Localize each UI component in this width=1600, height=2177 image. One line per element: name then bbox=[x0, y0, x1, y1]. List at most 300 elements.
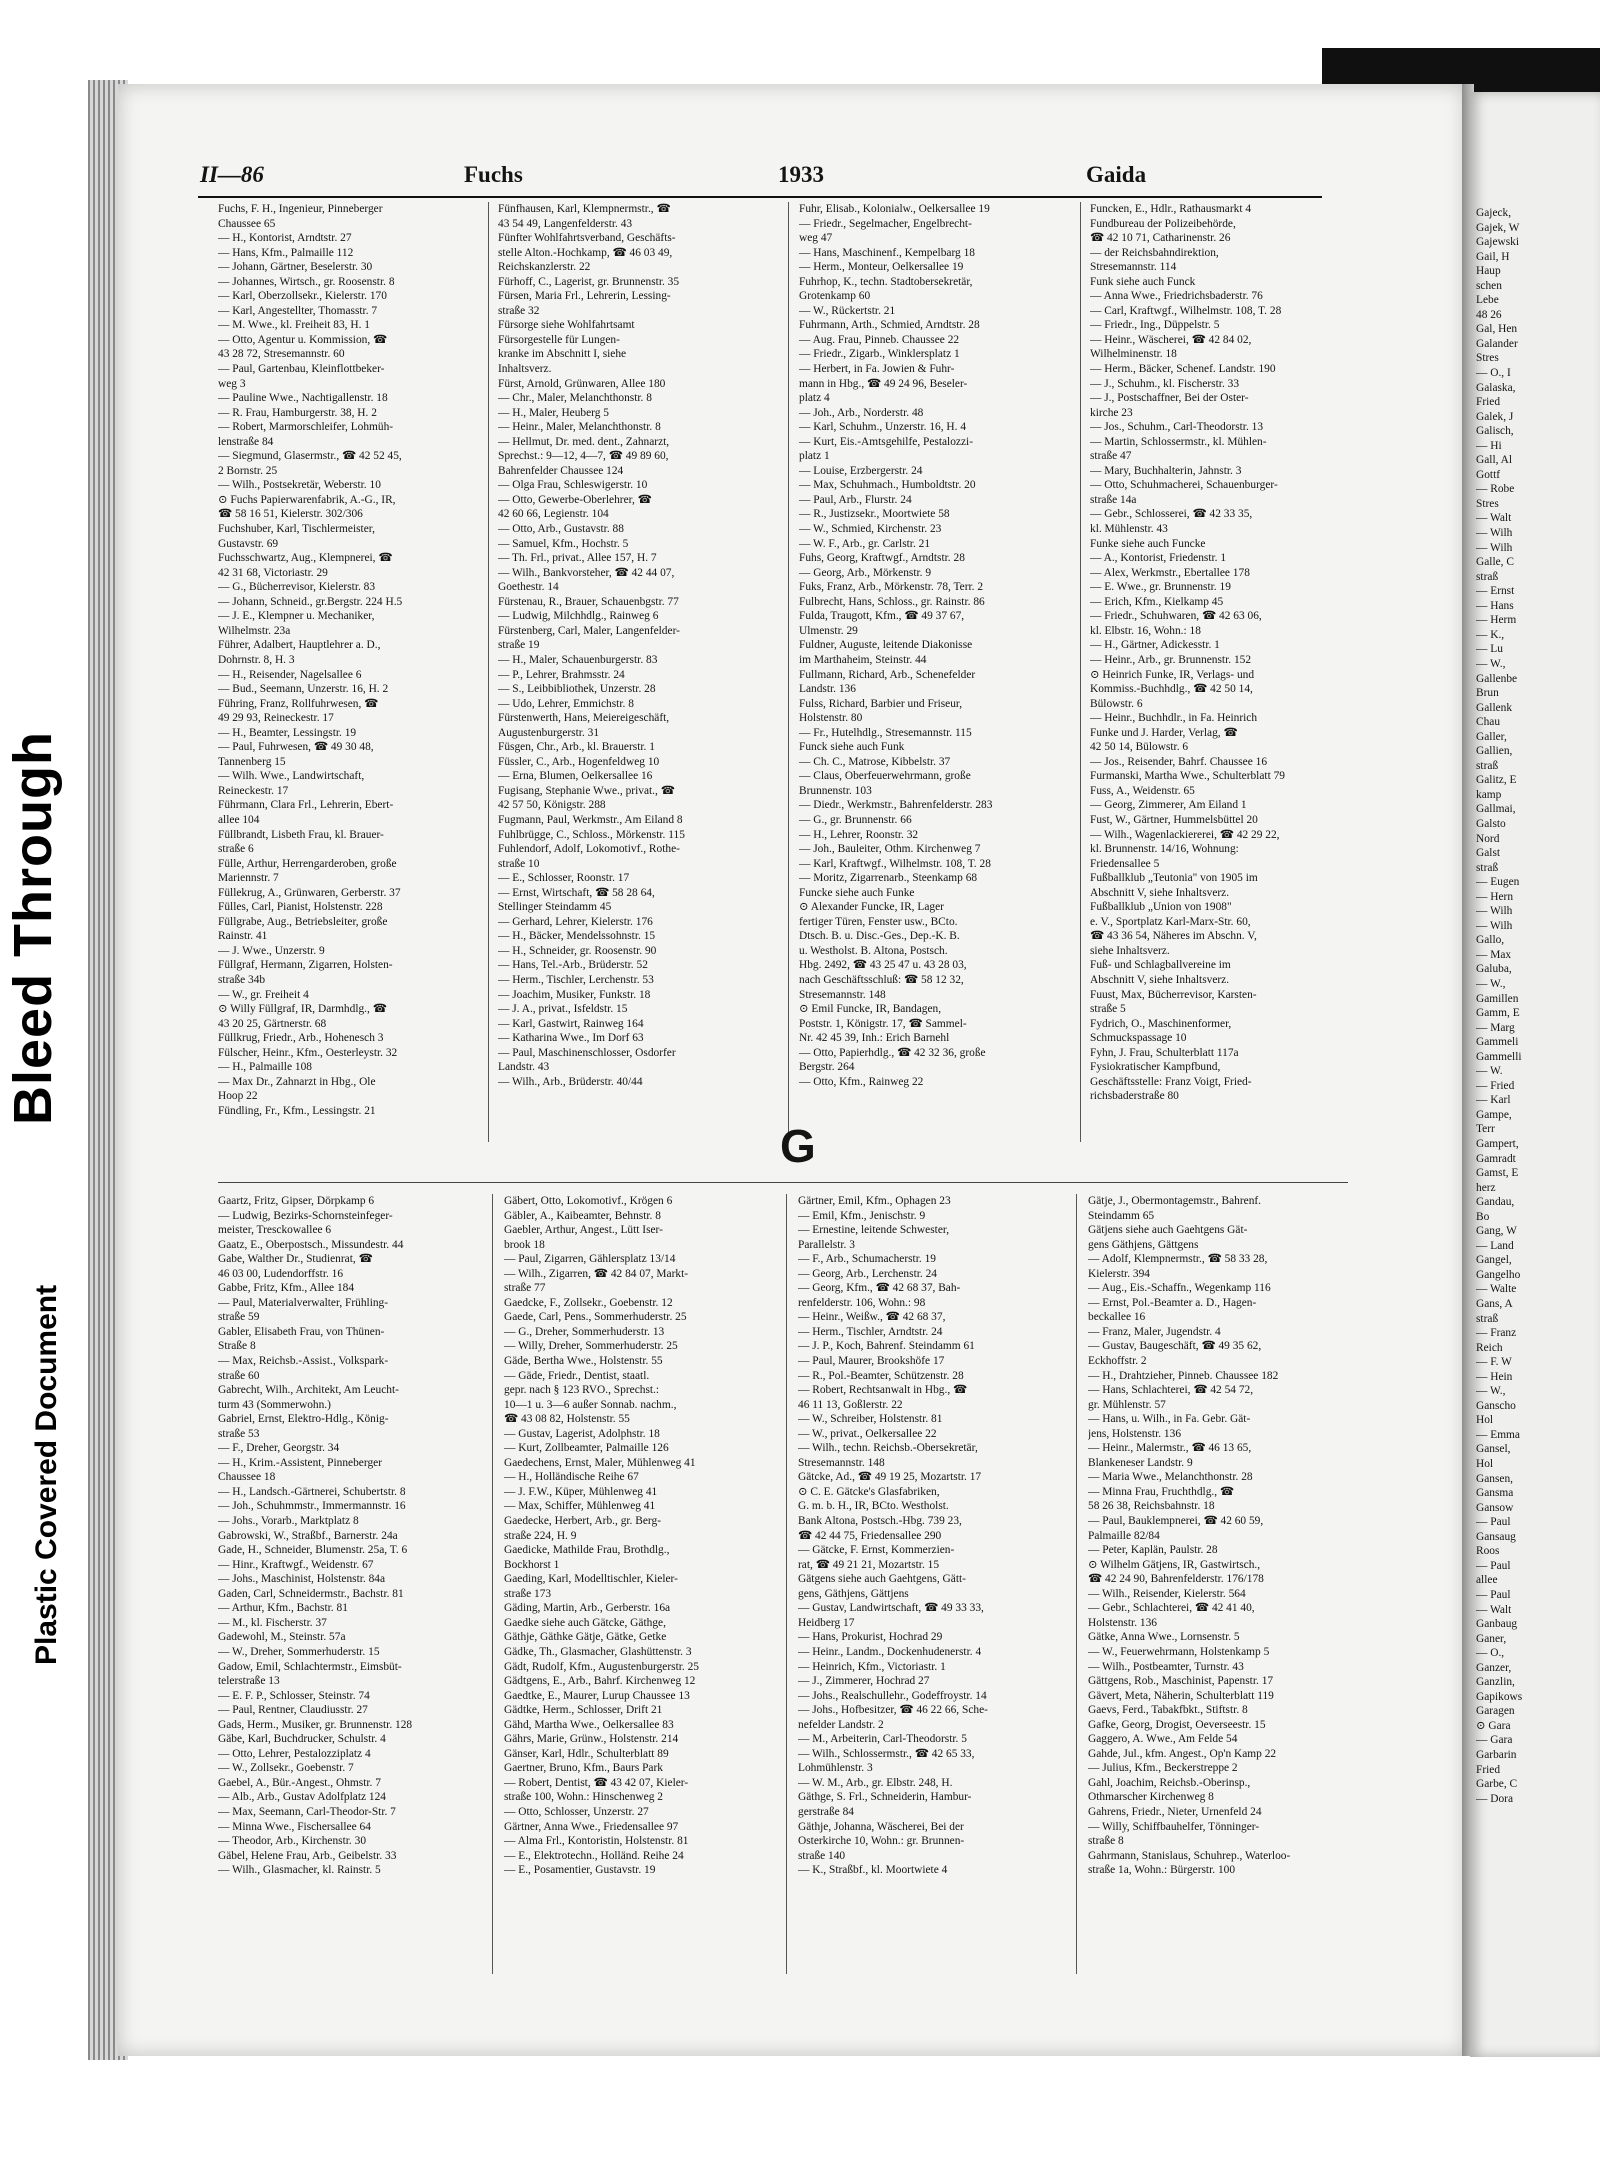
directory-line: — G., Bücherrevisor, Kielerstr. 83 bbox=[218, 581, 376, 594]
directory-line: Stres bbox=[1476, 352, 1499, 365]
directory-line: stelle Alton.-Hochkamp, ☎ 46 03 49, bbox=[498, 246, 673, 259]
directory-line: Tannenberg 15 bbox=[218, 755, 286, 768]
directory-line: richsbaderstraße 80 bbox=[1090, 1090, 1179, 1103]
section-rule bbox=[218, 1182, 1348, 1183]
directory-line: — Otto, Schlosser, Unzerstr. 27 bbox=[504, 1805, 649, 1818]
directory-line: — Ernst, Wirtschaft, ☎ 58 28 64, bbox=[498, 886, 655, 899]
directory-line: — W. F., Arb., gr. Carlstr. 21 bbox=[799, 537, 931, 550]
directory-line: Gajewski bbox=[1476, 236, 1520, 249]
directory-line: Galst bbox=[1476, 847, 1501, 860]
directory-line: — Wilh bbox=[1476, 541, 1513, 554]
directory-line: Osterkirche 10, Wohn.: gr. Brunnen- bbox=[798, 1835, 965, 1848]
directory-line: — H., Palmaille 108 bbox=[218, 1061, 312, 1074]
directory-line: 2 Bornstr. 25 bbox=[218, 464, 278, 477]
directory-line: Gärtner, Anna Wwe., Friedensallee 97 bbox=[504, 1820, 679, 1833]
directory-line: — Diedr., Werkmstr., Bahrenfelderstr. 283 bbox=[799, 799, 993, 812]
directory-line: — Karl, Kraftwgf., Wilhelmstr. 108, T. 28 bbox=[799, 857, 991, 870]
directory-line: — Gara bbox=[1476, 1734, 1513, 1747]
directory-line: — Otto, Lehrer, Pestalozziplatz 4 bbox=[218, 1747, 371, 1760]
directory-line: Gansma bbox=[1476, 1487, 1514, 1500]
directory-line: Gabrowski, W., Straßbf., Barnerstr. 24a bbox=[218, 1529, 398, 1542]
directory-line: — W. M., Arb., gr. Elbstr. 248, H. bbox=[798, 1776, 953, 1789]
directory-line: — Wilh., Bankvorsteher, ☎ 42 44 07, bbox=[498, 566, 675, 579]
directory-line: — Paul, Zigarren, Gählersplatz 13/14 bbox=[504, 1253, 676, 1266]
directory-line: Hoop 22 bbox=[218, 1090, 258, 1103]
directory-line: Gätgens siehe auch Gaehtgens, Gätt- bbox=[798, 1573, 966, 1586]
directory-line: — Otto, Gewerbe-Oberlehrer, ☎ bbox=[498, 493, 652, 506]
directory-line: — W., privat., Oelkersallee 22 bbox=[798, 1427, 937, 1440]
directory-line: — W., gr. Freiheit 4 bbox=[218, 988, 309, 1001]
directory-line: — Paul, Arb., Flurstr. 24 bbox=[799, 493, 912, 506]
directory-line: Bülowstr. 6 bbox=[1090, 697, 1143, 710]
directory-line: — Ch. C., Matrose, Kibbelstr. 37 bbox=[799, 755, 951, 768]
directory-line: Gajek, W bbox=[1476, 221, 1520, 234]
directory-line: — Heinr., Buchhdlr., in Fa. Heinrich bbox=[1090, 712, 1258, 725]
directory-line: — Paul, Fuhrwesen, ☎ 49 30 48, bbox=[218, 741, 374, 754]
directory-line: — J., Schuhm., kl. Fischerstr. 33 bbox=[1090, 377, 1240, 390]
directory-line: ☎ 42 10 71, Catharinenstr. 26 bbox=[1090, 232, 1231, 245]
directory-line: — Wilh., Wagenlackiererei, ☎ 42 29 22, bbox=[1090, 828, 1280, 841]
directory-line: — Gätcke, F. Ernst, Kommerzien- bbox=[798, 1544, 955, 1557]
directory-line: — Karl, Gastwirt, Rainweg 164 bbox=[498, 1017, 644, 1030]
directory-line: — Herm., Tischler, Lerchenstr. 53 bbox=[498, 973, 654, 986]
directory-line: — Anna Wwe., Friedrichsbaderstr. 76 bbox=[1090, 290, 1263, 303]
directory-line: — Max, Schiffer, Mühlenweg 41 bbox=[504, 1500, 656, 1513]
directory-line: — Paul, Maschinenschlosser, Osdorfer bbox=[498, 1046, 676, 1059]
directory-line: Gaedtke, E., Maurer, Lurup Chaussee 13 bbox=[504, 1689, 690, 1702]
directory-line: Dohrnstr. 8, H. 3 bbox=[218, 653, 295, 666]
directory-line: gr. Mühlenstr. 57 bbox=[1088, 1398, 1166, 1411]
directory-line: Fuchshuber, Karl, Tischlermeister, bbox=[218, 523, 375, 536]
directory-line: Gang, W bbox=[1476, 1225, 1517, 1238]
directory-line: Fuust, Max, Bücherrevisor, Karsten- bbox=[1090, 988, 1257, 1001]
directory-line: Gamm, E bbox=[1476, 1007, 1520, 1020]
directory-line: Gansow bbox=[1476, 1501, 1514, 1514]
header-right-word: Gaida bbox=[1086, 162, 1147, 187]
directory-line: Grotenkamp 60 bbox=[799, 290, 871, 303]
directory-line: ⊙ Willy Füllgraf, IR, Darmhdlg., ☎ bbox=[218, 1003, 387, 1016]
directory-line: Galuba, bbox=[1476, 963, 1512, 976]
directory-line: — Bud., Seemann, Unzerstr. 16, H. 2 bbox=[218, 683, 389, 696]
directory-line: Steindamm 65 bbox=[1088, 1209, 1155, 1222]
directory-line: Galitz, E bbox=[1476, 774, 1517, 787]
directory-line: Abschnitt V, siehe Inhaltsverz. bbox=[1090, 886, 1230, 899]
directory-line: Chau bbox=[1476, 716, 1501, 729]
directory-line: Gansen, bbox=[1476, 1472, 1514, 1485]
directory-line: 42 57 50, Königstr. 288 bbox=[498, 799, 606, 812]
directory-line: Gapikows bbox=[1476, 1690, 1523, 1703]
directory-line: u. Westholst. B. Altona, Postsch. bbox=[799, 944, 948, 957]
directory-line: Gaertner, Bruno, Kfm., Baurs Park bbox=[504, 1762, 663, 1775]
directory-line: Fullmann, Richard, Arb., Schenefelder bbox=[799, 668, 976, 681]
directory-line: Gaedechens, Ernst, Maler, Mühlenweg 41 bbox=[504, 1456, 696, 1469]
directory-line: — Emil, Kfm., Jenischstr. 9 bbox=[798, 1209, 926, 1222]
next-page-edge bbox=[1470, 92, 1600, 2057]
directory-line: Fürhoff, C., Lagerist, gr. Brunnenstr. 35 bbox=[498, 275, 680, 288]
directory-line: Reineckestr. 17 bbox=[218, 784, 289, 797]
directory-line: Holstenstr. 80 bbox=[799, 712, 863, 725]
bleed-through-label: Bleed Through bbox=[3, 731, 63, 1125]
directory-line: Gabrecht, Wilh., Architekt, Am Leucht- bbox=[218, 1384, 399, 1397]
directory-line: — Walt bbox=[1476, 512, 1512, 525]
directory-line: herz bbox=[1476, 1181, 1496, 1194]
directory-line: — der Reichsbahndirektion, bbox=[1090, 246, 1219, 259]
directory-line: — Robe bbox=[1476, 483, 1515, 496]
directory-line: — Wilh bbox=[1476, 919, 1513, 932]
directory-line: Fuß- und Schlagballvereine im bbox=[1090, 959, 1231, 972]
directory-line: — W., Schmied, Kirchenstr. 23 bbox=[799, 523, 942, 536]
directory-line: Funcke siehe auch Funke bbox=[799, 886, 915, 899]
directory-line: Gaede, Carl, Pens., Sommerhuderstr. 25 bbox=[504, 1311, 687, 1324]
directory-line: — Peter, Kaplän, Paulstr. 28 bbox=[1088, 1544, 1218, 1557]
directory-line: — Gebr., Schlachterei, ☎ 42 41 40, bbox=[1088, 1602, 1255, 1615]
directory-line: — J., Zimmerer, Hochrad 27 bbox=[798, 1675, 930, 1688]
directory-line: — E. Wwe., gr. Brunnenstr. 19 bbox=[1090, 581, 1231, 594]
directory-line: — H., Lehrer, Roonstr. 32 bbox=[799, 828, 919, 841]
directory-line: Fußballklub „Union von 1908" bbox=[1090, 901, 1232, 914]
directory-line: Gabriel, Ernst, Elektro-Hdlg., König- bbox=[218, 1413, 389, 1426]
directory-line: straße 140 bbox=[798, 1849, 846, 1862]
directory-line: Gallmai, bbox=[1476, 803, 1516, 816]
directory-line: — Emma bbox=[1476, 1428, 1520, 1441]
directory-line: — Louise, Erzbergerstr. 24 bbox=[799, 464, 923, 477]
directory-line: straße 5 bbox=[1090, 1003, 1126, 1016]
directory-line: — W., Feuerwehrmann, Holstenkamp 5 bbox=[1088, 1645, 1270, 1658]
directory-line: — Hein bbox=[1476, 1370, 1513, 1383]
directory-line: — Wilh., Arb., Brüderstr. 40/44 bbox=[498, 1075, 643, 1088]
directory-line: — Adolf, Klempnermstr., ☎ 58 33 28, bbox=[1088, 1253, 1268, 1266]
directory-line: — Walt bbox=[1476, 1603, 1512, 1616]
directory-line: Galler, bbox=[1476, 730, 1507, 743]
header-year: 1933 bbox=[778, 162, 824, 187]
directory-line: Hbg. 2492, ☎ 43 25 47 u. 43 28 03, bbox=[799, 959, 967, 972]
directory-line: Stresemannstr. 148 bbox=[799, 988, 886, 1001]
directory-line: Gabbe, Fritz, Kfm., Allee 184 bbox=[218, 1282, 355, 1295]
directory-line: — Herm., Bäcker, Schenef. Landstr. 190 bbox=[1090, 363, 1276, 376]
directory-line: Reich bbox=[1476, 1341, 1503, 1354]
directory-line: gens, Gäthjens, Gättjens bbox=[798, 1587, 909, 1600]
directory-line: — Paul, Bauklempnerei, ☎ 42 60 59, bbox=[1088, 1515, 1264, 1528]
directory-line: Furmanski, Martha Wwe., Schulterblatt 79 bbox=[1090, 770, 1285, 783]
directory-line: — A., Kontorist, Friedenstr. 1 bbox=[1090, 552, 1227, 565]
directory-line: — J., Postschaffner, Bei der Oster- bbox=[1090, 392, 1249, 405]
directory-line: Gallien, bbox=[1476, 745, 1513, 758]
directory-line: Gaedcke, F., Zollsekr., Goebenstr. 12 bbox=[504, 1296, 673, 1309]
directory-line: — Max, Schuhmach., Humboldtstr. 20 bbox=[799, 479, 976, 492]
directory-line: Gammeli bbox=[1476, 1036, 1519, 1049]
directory-line: Galek, J bbox=[1476, 410, 1514, 423]
directory-line: turm 43 (Sommerwohn.) bbox=[218, 1398, 331, 1411]
directory-line: — Max Dr., Zahnarzt in Hbg., Ole bbox=[218, 1075, 376, 1088]
directory-line: 43 54 49, Langenfelderstr. 43 bbox=[498, 217, 633, 230]
directory-line: — Mary, Buchhalterin, Jahnstr. 3 bbox=[1090, 464, 1242, 477]
directory-line: Stres bbox=[1476, 497, 1499, 510]
directory-line: — Ludwig, Milchhdlg., Rainweg 6 bbox=[498, 610, 659, 623]
directory-line: — H., Reisender, Nagelsallee 6 bbox=[218, 668, 362, 681]
directory-line: Gädke, Th., Glasmacher, Glashüttenstr. 3 bbox=[504, 1645, 692, 1658]
directory-line: Gallenbe bbox=[1476, 672, 1518, 685]
directory-line: Landstr. 43 bbox=[498, 1061, 550, 1074]
directory-line: Gallo, bbox=[1476, 934, 1505, 947]
directory-line: — H., Kontorist, Arndtstr. 27 bbox=[218, 232, 352, 245]
directory-line: Garagen bbox=[1476, 1705, 1515, 1718]
directory-line: — Alma Frl., Kontoristin, Holstenstr. 81 bbox=[504, 1835, 689, 1848]
plastic-covered-label: Plastic Covered Document bbox=[30, 1284, 63, 1665]
directory-line: — Carl, Kraftwgf., Wilhelmstr. 108, T. 28 bbox=[1090, 304, 1282, 317]
directory-line: Lohmühlenstr. 3 bbox=[798, 1762, 873, 1775]
directory-line: Gans, A bbox=[1476, 1298, 1513, 1311]
directory-line: — P., Lehrer, Brahmsstr. 24 bbox=[498, 668, 625, 681]
directory-line: Hol bbox=[1476, 1458, 1494, 1471]
directory-line: meister, Tresckowallee 6 bbox=[218, 1224, 332, 1237]
directory-line: — Georg, Arb., Lerchenstr. 24 bbox=[798, 1267, 937, 1280]
directory-line: — Alex, Werkmstr., Ebertallee 178 bbox=[1090, 566, 1250, 579]
directory-line: Nord bbox=[1476, 832, 1500, 845]
directory-line: Gaebel, A., Bür.-Angest., Ohmstr. 7 bbox=[218, 1776, 381, 1789]
directory-line: — Johs., Vorarb., Marktplatz 8 bbox=[218, 1515, 359, 1528]
directory-line: — Wilh., Glasmacher, kl. Rainstr. 5 bbox=[218, 1864, 381, 1877]
directory-line: — Fr., Hutelhdlg., Stresemannstr. 115 bbox=[799, 726, 972, 739]
directory-line: — Maria Wwe., Melanchthonstr. 28 bbox=[1088, 1471, 1253, 1484]
directory-line: — Johann, Gärtner, Beselerstr. 30 bbox=[218, 261, 373, 274]
directory-line: straße 53 bbox=[218, 1427, 260, 1440]
directory-line: — Joh., Bauleiter, Othm. Kirchenweg 7 bbox=[799, 843, 981, 856]
directory-line: — W., bbox=[1476, 977, 1506, 990]
directory-line: — Joh., Schuhmmstr., Immermannstr. 16 bbox=[218, 1500, 406, 1513]
directory-line: — W., bbox=[1476, 1385, 1506, 1398]
directory-line: Fürst, Arnold, Grünwaren, Allee 180 bbox=[498, 377, 666, 390]
column-bottom-4 bbox=[1088, 1194, 1350, 2056]
directory-line: straß bbox=[1476, 861, 1499, 874]
directory-line: — Martin, Schlossermstr., kl. Mühlen- bbox=[1090, 435, 1267, 448]
directory-line: — J. Wwe., Unzerstr. 9 bbox=[218, 944, 325, 957]
directory-line: — M., Arbeiterin, Carl-Theodorstr. 5 bbox=[798, 1733, 967, 1746]
directory-line: Füllgraf, Hermann, Zigarren, Holsten- bbox=[218, 959, 393, 972]
directory-line: Gäbe, Karl, Buchdrucker, Schulstr. 4 bbox=[218, 1733, 386, 1746]
directory-line: ⊙ C. E. Gätcke's Glasfabriken, bbox=[798, 1485, 940, 1498]
directory-line: Gampert, bbox=[1476, 1138, 1519, 1150]
directory-line: — H., Schneider, gr. Roosenstr. 90 bbox=[498, 944, 657, 957]
directory-line: 46 03 00, Ludendorffstr. 16 bbox=[218, 1267, 344, 1280]
directory-line: Funke und J. Harder, Verlag, ☎ bbox=[1090, 726, 1238, 739]
directory-line: Gäding, Martin, Arb., Gerberstr. 16a bbox=[504, 1602, 671, 1615]
directory-line: Geschäftsstelle: Franz Voigt, Fried- bbox=[1090, 1075, 1252, 1088]
directory-line: G. m. b. H., IR, BCto. Westholst. bbox=[798, 1500, 949, 1513]
directory-line: Sprechst.: 9—12, 4—7, ☎ 49 89 60, bbox=[498, 450, 669, 463]
directory-line: Führmann, Clara Frl., Lehrerin, Ebert- bbox=[218, 799, 394, 812]
directory-line: straß bbox=[1476, 1312, 1499, 1325]
directory-line: Fülle, Arthur, Herrengarderoben, große bbox=[218, 857, 397, 870]
directory-line: — Hans, Schlachterei, ☎ 42 54 72, bbox=[1088, 1384, 1254, 1397]
directory-line: straße 60 bbox=[218, 1369, 260, 1382]
directory-line: Ganscho bbox=[1476, 1399, 1516, 1412]
directory-line: Fürstenberg, Carl, Maler, Langenfelder- bbox=[498, 624, 680, 637]
directory-line: — Herm bbox=[1476, 614, 1517, 627]
directory-line: — O., bbox=[1476, 1647, 1505, 1660]
directory-line: Holstenstr. 136 bbox=[1088, 1616, 1157, 1629]
directory-line: Straße 8 bbox=[218, 1340, 256, 1353]
directory-line: — Paul bbox=[1476, 1559, 1511, 1572]
directory-line: — E. F. P., Schlosser, Steinstr. 74 bbox=[218, 1689, 370, 1702]
directory-line: — K., Straßbf., kl. Moortwiete 4 bbox=[798, 1864, 948, 1877]
directory-line: — Wilh., Reisender, Kielerstr. 564 bbox=[1088, 1587, 1246, 1600]
directory-line: — Hans bbox=[1476, 599, 1514, 612]
directory-line: — Max, Reichsb.-Assist., Volkspark- bbox=[218, 1355, 389, 1368]
directory-line: — G., Dreher, Sommerhuderstr. 13 bbox=[504, 1325, 665, 1338]
directory-line: Gahrmann, Stanislaus, Schuhrep., Waterloo- bbox=[1088, 1849, 1291, 1862]
directory-line: Gamillen bbox=[1476, 992, 1519, 1005]
directory-line: Fuchs, F. H., Ingenieur, Pinneberger bbox=[218, 203, 383, 215]
directory-line: Gätcke, Ad., ☎ 49 19 25, Mozartstr. 17 bbox=[798, 1471, 982, 1484]
directory-line: — W., Schreiber, Holstenstr. 81 bbox=[798, 1413, 943, 1426]
directory-line: Gäde, Bertha Wwe., Holstenstr. 55 bbox=[504, 1355, 663, 1368]
directory-line: — Heinr., Weißw., ☎ 42 68 37, bbox=[798, 1311, 946, 1324]
directory-line: Inhaltsverz. bbox=[498, 363, 552, 376]
directory-line: — Wilh., techn. Reichsb.-Obersekretär, bbox=[798, 1442, 978, 1455]
directory-line: — H., Maler, Schauenburgerstr. 83 bbox=[498, 653, 658, 666]
directory-line: renfelderstr. 106, Wohn.: 98 bbox=[798, 1296, 926, 1309]
directory-line: — Lu bbox=[1476, 643, 1503, 656]
directory-line: — R. Frau, Hamburgerstr. 38, H. 2 bbox=[218, 406, 377, 419]
directory-line: 43 20 25, Gärtnerstr. 68 bbox=[218, 1017, 327, 1030]
directory-line: Gallenk bbox=[1476, 701, 1513, 714]
directory-line: — Hans, Prokurist, Hochrad 29 bbox=[798, 1631, 943, 1644]
directory-line: — Johann, Schneid., gr.Bergstr. 224 H.5 bbox=[218, 595, 403, 608]
directory-line: — Paul, Gartenbau, Kleinflottbeker- bbox=[218, 363, 385, 376]
directory-line: — Katharina Wwe., Im Dorf 63 bbox=[498, 1032, 644, 1045]
directory-line: Gahl, Joachim, Reichsb.-Oberinsp., bbox=[1088, 1776, 1251, 1789]
directory-line: Gäthge, S. Frl., Schneiderin, Hambur- bbox=[798, 1791, 972, 1804]
directory-line: Blankeneser Landstr. 9 bbox=[1088, 1456, 1193, 1469]
directory-line: Führing, Franz, Rollfuhrwesen, ☎ bbox=[218, 697, 379, 710]
column-bottom-2 bbox=[504, 1194, 766, 2056]
directory-line: ☎ 42 44 75, Friedensallee 290 bbox=[798, 1529, 942, 1542]
directory-line: platz 4 bbox=[799, 392, 830, 405]
directory-page bbox=[118, 84, 1466, 2056]
directory-line: Stresemannstr. 114 bbox=[1090, 261, 1177, 274]
directory-line: kranke im Abschnitt I, siehe bbox=[498, 348, 627, 361]
directory-line: Friedensallee 5 bbox=[1090, 857, 1160, 870]
directory-line: — F. W bbox=[1476, 1356, 1512, 1369]
directory-line: — M. Wwe., kl. Freiheit 83, H. 1 bbox=[218, 319, 370, 332]
column-bottom-1 bbox=[218, 1194, 480, 2056]
directory-line: straß bbox=[1476, 759, 1499, 772]
directory-line: — W., Dreher, Sommerhuderstr. 15 bbox=[218, 1645, 380, 1658]
directory-line: Wilhelmstr. 23a bbox=[218, 624, 291, 637]
directory-line: — H., Krim.-Assistent, Pinneberger bbox=[218, 1456, 382, 1469]
directory-line: Hol bbox=[1476, 1414, 1494, 1427]
directory-line: Gafke, Georg, Drogist, Oeverseestr. 15 bbox=[1088, 1718, 1266, 1731]
directory-line: e. V., Sportplatz Karl-Marx-Str. 60, bbox=[1090, 915, 1251, 928]
directory-line: — Wilh., Postsekretär, Weberstr. 10 bbox=[218, 479, 381, 492]
directory-line: — Kurt, Zollbeamter, Palmaille 126 bbox=[504, 1442, 669, 1455]
directory-line: Gabe, Walther Dr., Studienrat, ☎ bbox=[218, 1253, 373, 1266]
directory-line: Füssler, C., Arb., Hogenfeldweg 10 bbox=[498, 755, 660, 768]
directory-line: straße 32 bbox=[498, 304, 540, 317]
directory-line: Fundbureau der Polizeibehörde, bbox=[1090, 217, 1236, 230]
directory-line: Gansaug bbox=[1476, 1530, 1516, 1543]
directory-line: — Ernst bbox=[1476, 585, 1515, 598]
directory-line: — W. bbox=[1476, 1065, 1503, 1078]
directory-line: Bo bbox=[1476, 1210, 1490, 1223]
directory-line: — Robert, Rechtsanwalt in Hbg., ☎ bbox=[798, 1384, 968, 1397]
directory-line: Gail, H bbox=[1476, 250, 1510, 263]
directory-line: — Wilh., Postbeamter, Turnstr. 43 bbox=[1088, 1660, 1244, 1673]
directory-line: — Kurt, Eis.-Amtsgehilfe, Pestalozzi- bbox=[799, 435, 973, 448]
directory-line: Augustenburgerstr. 31 bbox=[498, 726, 600, 739]
column-divider bbox=[492, 1194, 493, 1974]
directory-line: Gaedecke, Herbert, Arb., gr. Berg- bbox=[504, 1515, 661, 1528]
directory-line: rat, ☎ 49 21 21, Mozartstr. 15 bbox=[798, 1558, 940, 1571]
directory-line: Garbarin bbox=[1476, 1748, 1517, 1761]
directory-line: — Joh., Arb., Norderstr. 48 bbox=[799, 406, 924, 419]
directory-line: platz 1 bbox=[799, 450, 830, 463]
directory-line: Fülles, Carl, Pianist, Holstenstr. 228 bbox=[218, 901, 383, 914]
directory-line: — Hi bbox=[1476, 439, 1502, 452]
directory-line: 48 26 bbox=[1476, 308, 1502, 321]
directory-line: — Johs., Hofbesitzer, ☎ 46 22 66, Sche- bbox=[798, 1704, 988, 1717]
directory-line: brook 18 bbox=[504, 1238, 545, 1251]
directory-line: — Minna Frau, Fruchthdlg., ☎ bbox=[1088, 1485, 1235, 1498]
directory-line: straße 19 bbox=[498, 639, 540, 652]
next-page-column bbox=[1476, 206, 1600, 1806]
directory-line: 42 31 68, Victoriastr. 29 bbox=[218, 566, 328, 579]
directory-line: kamp bbox=[1476, 788, 1502, 801]
directory-line: jens, Holstenstr. 136 bbox=[1088, 1427, 1182, 1440]
directory-line: — Robert, Marmorschleifer, Lohmüh- bbox=[218, 421, 394, 434]
directory-line: — H., Maler, Heuberg 5 bbox=[498, 406, 609, 419]
directory-line: ⊙ Fuchs Papierwarenfabrik, A.-G., IR, bbox=[218, 493, 396, 506]
directory-line: — Paul bbox=[1476, 1516, 1511, 1529]
directory-line: kirche 23 bbox=[1090, 406, 1133, 419]
directory-line: Gädtke, Herm., Schlosser, Drift 21 bbox=[504, 1704, 663, 1717]
column-bottom-3 bbox=[798, 1194, 1060, 2056]
directory-line: — Moritz, Zigarrenarb., Steenkamp 68 bbox=[799, 872, 978, 885]
directory-line: Gaatz, E., Oberpostsch., Missundestr. 44 bbox=[218, 1238, 404, 1251]
directory-line: Gaden, Carl, Schneidermstr., Bachstr. 81 bbox=[218, 1587, 404, 1600]
directory-line: Goethestr. 14 bbox=[498, 581, 559, 594]
directory-line: — Heinr., Wäscherei, ☎ 42 84 02, bbox=[1090, 333, 1252, 346]
directory-line: — Hinr., Kraftwgf., Weidenstr. 67 bbox=[218, 1558, 374, 1571]
directory-line: straße 77 bbox=[504, 1282, 546, 1295]
directory-line: — Herm., Tischler, Arndtstr. 24 bbox=[798, 1325, 943, 1338]
directory-line: Stellinger Steindamm 45 bbox=[498, 901, 612, 914]
directory-line: — H., Beamter, Lessingstr. 19 bbox=[218, 726, 357, 739]
directory-line: — Friedr., Segelmacher, Engelbrecht- bbox=[799, 217, 972, 230]
directory-line: nach Geschäftsschluß: ☎ 58 12 32, bbox=[799, 973, 964, 986]
directory-line: Führer, Adalbert, Hauptlehrer a. D., bbox=[218, 639, 381, 652]
directory-line: Fried bbox=[1476, 396, 1501, 409]
directory-line: — Heinr., Maler, Melanchthonstr. 8 bbox=[498, 421, 661, 434]
directory-line: Kommiss.-Buchhdlg., ☎ 42 50 14, bbox=[1090, 683, 1253, 696]
directory-line: — Olga Frau, Schleswigerstr. 10 bbox=[498, 479, 648, 492]
directory-line: Gadewohl, M., Steinstr. 57a bbox=[218, 1631, 346, 1644]
directory-line: weg 47 bbox=[799, 232, 833, 245]
directory-line: Landstr. 136 bbox=[799, 683, 856, 696]
directory-line: Fuhrmann, Arth., Schmied, Arndtstr. 28 bbox=[799, 319, 980, 332]
directory-line: Funke siehe auch Funcke bbox=[1090, 537, 1206, 550]
column-divider bbox=[1080, 202, 1081, 1142]
directory-line: gens Gäthjens, Gättgens bbox=[1088, 1238, 1199, 1251]
directory-line: — Paul, Maurer, Brookshöfe 17 bbox=[798, 1355, 945, 1368]
directory-line: Fuhr, Elisab., Kolonialw., Oelkersallee 19 bbox=[799, 203, 990, 215]
directory-line: Fust, W., Gärtner, Hummelsbüttel 20 bbox=[1090, 813, 1258, 826]
directory-line: Fuldner, Auguste, leitende Diakonisse bbox=[799, 639, 973, 652]
column-top-2 bbox=[498, 202, 762, 1157]
directory-line: straße 6 bbox=[218, 843, 254, 856]
directory-line: Fulbrecht, Hans, Schloss., gr. Rainstr. 86 bbox=[799, 595, 985, 608]
directory-line: Gäthje, Gäthke Gätje, Gätke, Getke bbox=[504, 1631, 667, 1644]
